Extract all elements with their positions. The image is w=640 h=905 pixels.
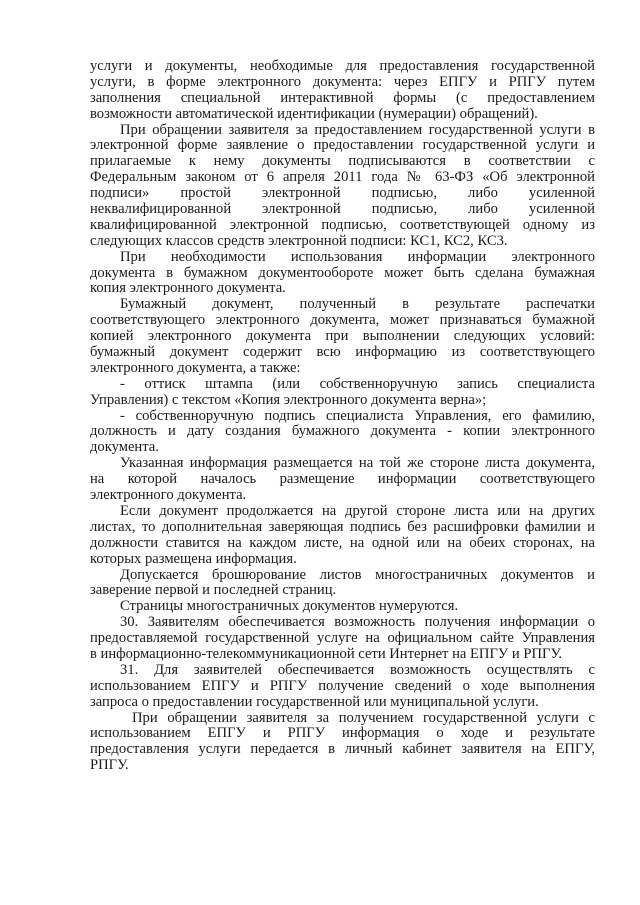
text-line: Страницы многостраничных документов нумеруются. <box>120 598 459 615</box>
text-line: документа. <box>90 439 159 456</box>
document-page <box>90 59 595 774</box>
text-line: При необходимости использования информации электронного <box>120 248 595 265</box>
text-line: Допускается брошюрование листов многостраничных документов и <box>120 566 595 583</box>
text-line: которых размещена информация. <box>90 550 297 567</box>
text-line: возможности автоматической идентификации (нумерации) обращений). <box>90 105 538 122</box>
paragraph-placement <box>90 456 595 504</box>
text-line: должности ставится на каждом листе, на одной или на обеих сторонах, на <box>90 534 595 551</box>
text-line: 30. Заявителям обеспечивается возможность получения информации о <box>120 614 595 631</box>
text-line: При обращении заявителя за получением государственной услуги с <box>132 709 595 726</box>
text-line: предоставляемой государственной услуге на официальном сайте Управления <box>90 630 595 647</box>
list-item-stamp <box>90 377 595 409</box>
text-line: прилагаемые к нему документы подписываются в соответствии с <box>90 153 595 170</box>
text-line: 31. Для заявителей обеспечивается возможность осуществлять с <box>120 661 595 678</box>
text-line: Управления) с текстом «Копия электронного документа верна»; <box>90 391 487 408</box>
paragraph-item-31 <box>90 663 595 711</box>
list-item-signature <box>90 409 595 457</box>
text-line: - собственноручную подпись специалиста Управления, его фамилию, <box>120 407 595 424</box>
paragraph-item-30 <box>90 615 595 663</box>
text-line: Если документ продолжается на другой стороне листа или на других <box>120 502 595 519</box>
text-line: подписи» простой электронной подписью, либо усиленной <box>90 185 595 202</box>
paragraph-personal-account <box>90 711 595 775</box>
text-line: предоставления услуги передается в личный кабинет заявителя на ЕПГУ, <box>90 741 595 758</box>
text-line: неквалифицированной электронной подписью, либо усиленной <box>90 201 595 218</box>
text-line: на которой началось размещение информации соответствующего <box>90 471 595 488</box>
text-line: должность и дату создания бумажного документа - копии электронного <box>90 423 595 440</box>
text-line: копия электронного документа. <box>90 280 286 297</box>
text-line: Федеральным законом от 6 апреля 2011 года № 63-ФЗ «Об электронной <box>90 169 595 186</box>
paragraph-paper-copy <box>90 250 595 298</box>
text-line: При обращении заявителя за предоставлением государственной услуги в <box>120 121 595 138</box>
text-line: заполнения специальной интерактивной формы (с предоставлением <box>90 89 595 106</box>
text-line: использованием ЕПГУ и РПГУ информация о ходе и результате <box>90 725 595 742</box>
text-line: запроса о предоставлении государственной или муниципальной услуги. <box>90 693 539 710</box>
paragraph-continuation <box>90 504 595 568</box>
text-line: следующих классов средств электронной подписи: КС1, КС2, КС3. <box>90 232 508 249</box>
text-line: Указанная информация размещается на той же стороне листа документа, <box>120 455 595 472</box>
text-line: - оттиск штампа (или собственноручную запись специалиста <box>120 375 595 392</box>
text-line: квалифицированной электронной подписью, соответствующей одному из <box>90 216 595 233</box>
text-line: листах, то дополнительная заверяющая подпись без расшифровки фамилии и <box>90 518 595 535</box>
text-line: электронной форме заявление о предоставлении государственной услуги и <box>90 137 595 154</box>
text-line: Бумажный документ, полученный в результате распечатки <box>120 296 595 313</box>
text-line: использованием ЕПГУ и РПГУ получение сведений о ходе выполнения <box>90 677 595 694</box>
text-line: бумажный документ содержит всю информацию из соответствующего <box>90 344 595 361</box>
paragraph-paper-document-conditions <box>90 297 595 376</box>
text-line: заверение первой и последней страниц. <box>90 582 337 599</box>
text-line: электронного документа, а также: <box>90 359 301 376</box>
text-line: услуги и документы, необходимые для предоставления государственной <box>90 58 595 74</box>
text-line: в информационно-телекоммуникационной сети Интернет на ЕПГУ и РПГУ. <box>90 645 563 662</box>
paragraph-submission-methods <box>90 59 595 123</box>
paragraph-electronic-signature <box>90 123 595 250</box>
text-line: услуги, в форме электронного документа: через ЕПГУ и РПГУ путем <box>90 73 595 90</box>
paragraph-numbering <box>90 599 595 615</box>
text-line: электронного документа. <box>90 487 247 504</box>
text-line: документа в бумажном документообороте может быть сделана бумажная <box>90 264 595 281</box>
paragraph-binding <box>90 568 595 600</box>
text-line: РПГУ. <box>90 757 129 774</box>
text-line: копией электронного документа при выполнении следующих условий: <box>90 328 595 345</box>
text-line: соответствующего электронного документа, может признаваться бумажной <box>90 312 595 329</box>
